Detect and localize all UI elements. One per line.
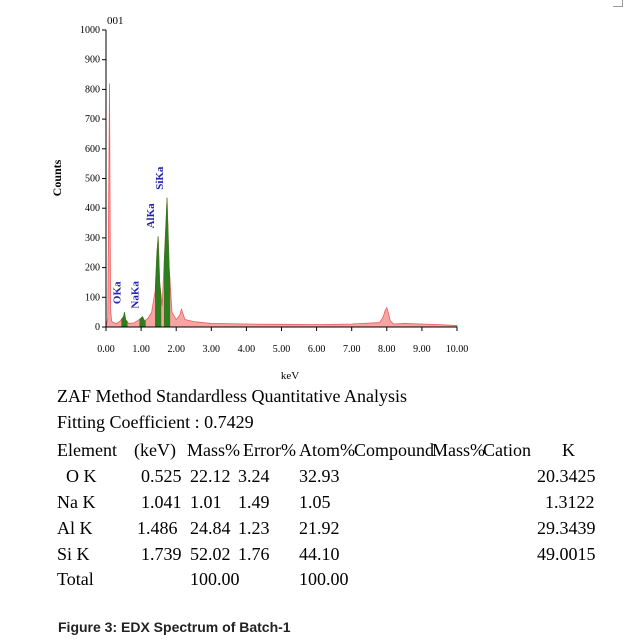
row-total-label: Total xyxy=(57,569,94,589)
analysis-title: ZAF Method Standardless Quantitative Analysis xyxy=(57,386,407,406)
header-atom: Atom% xyxy=(299,440,355,460)
y-tick-label: 1000 xyxy=(80,25,100,36)
y-tick-label: 700 xyxy=(85,114,100,126)
peak-label-naka: NaKa xyxy=(129,281,142,309)
row-nak-error: 1.49 xyxy=(238,492,270,512)
figure-caption: Figure 3: EDX Spectrum of Batch-1 xyxy=(58,619,291,635)
y-tick-label: 400 xyxy=(85,203,100,215)
row-ok-error: 3.24 xyxy=(238,466,270,486)
row-total-atom: 100.00 xyxy=(299,569,349,589)
row-total-mass: 100.00 xyxy=(190,569,240,589)
row-sik-atom: 44.10 xyxy=(299,544,340,564)
x-tick-label: 2.00 xyxy=(167,344,185,355)
y-axis-label: Counts xyxy=(50,159,64,197)
header-k: K xyxy=(562,440,575,460)
row-alk-kev: 1.486 xyxy=(137,518,178,538)
x-tick-label: 10.00 xyxy=(445,344,469,355)
peak-fill-oka xyxy=(122,312,128,327)
peak-fill-alka xyxy=(155,236,161,327)
row-nak-atom: 1.05 xyxy=(299,492,331,512)
row-ok-k: 20.3425 xyxy=(537,466,596,486)
spectrum-layer xyxy=(106,83,457,327)
row-alk-error: 1.23 xyxy=(238,518,270,538)
row-ok-atom: 32.93 xyxy=(299,466,340,486)
fitting-coefficient: Fitting Coefficient : 0.7429 xyxy=(57,412,254,432)
row-alk-atom: 21.92 xyxy=(299,518,340,538)
y-tick-label: 0 xyxy=(95,322,100,333)
row-sik-k: 49.0015 xyxy=(537,544,596,564)
y-tick-label: 300 xyxy=(85,232,100,244)
row-ok-element: O K xyxy=(66,466,97,486)
row-alk-element: Al K xyxy=(57,518,93,538)
x-tick-label: 0.00 xyxy=(97,344,115,355)
row-nak-mass: 1.01 xyxy=(190,492,222,512)
header-kev: (keV) xyxy=(134,440,176,460)
peak-label-oka: OKa xyxy=(111,281,124,305)
header-compound-mass: Mass% xyxy=(432,440,485,460)
peak-fill-sika xyxy=(164,198,170,327)
row-nak-element: Na K xyxy=(57,492,96,512)
row-sik-error: 1.76 xyxy=(238,544,270,564)
peak-fill-naka xyxy=(140,317,146,327)
y-tick-label: 500 xyxy=(85,173,100,185)
row-ok-mass: 22.12 xyxy=(190,466,231,486)
chart-title: 001 xyxy=(107,15,124,27)
row-alk-k: 29.3439 xyxy=(537,518,596,538)
header-element: Element xyxy=(57,440,117,460)
row-sik-element: Si K xyxy=(57,544,90,564)
x-tick-label: 8.00 xyxy=(378,344,396,355)
x-tick-label: 7.00 xyxy=(342,344,361,355)
x-tick-label: 1.00 xyxy=(132,344,150,355)
row-nak-k: 1.3122 xyxy=(545,492,595,512)
y-tick-label: 200 xyxy=(85,262,100,274)
x-axis-label: keV xyxy=(280,370,300,380)
y-tick-label: 800 xyxy=(85,84,100,96)
row-nak-kev: 1.041 xyxy=(141,492,182,512)
x-tick-label: 4.00 xyxy=(237,344,256,355)
row-ok-kev: 0.525 xyxy=(141,466,182,486)
y-tick-label: 600 xyxy=(85,143,100,155)
x-tick-label: 9.00 xyxy=(413,344,431,355)
peak-label-sika: SiKa xyxy=(154,166,166,190)
row-sik-mass: 52.02 xyxy=(190,544,231,564)
header-error: Error% xyxy=(243,440,296,460)
header-compound: Compound xyxy=(354,440,435,460)
header-cation: Cation xyxy=(483,440,531,460)
peak-label-alka: AlKa xyxy=(145,203,158,229)
y-tick-label: 100 xyxy=(85,292,100,304)
y-tick-label: 900 xyxy=(85,54,100,66)
header-mass: Mass% xyxy=(187,440,240,460)
x-tick-label: 3.00 xyxy=(202,344,221,355)
x-tick-label: 5.00 xyxy=(272,344,291,355)
x-tick-label: 6.00 xyxy=(307,344,326,355)
row-alk-mass: 24.84 xyxy=(190,518,231,538)
row-sik-kev: 1.739 xyxy=(141,544,182,564)
